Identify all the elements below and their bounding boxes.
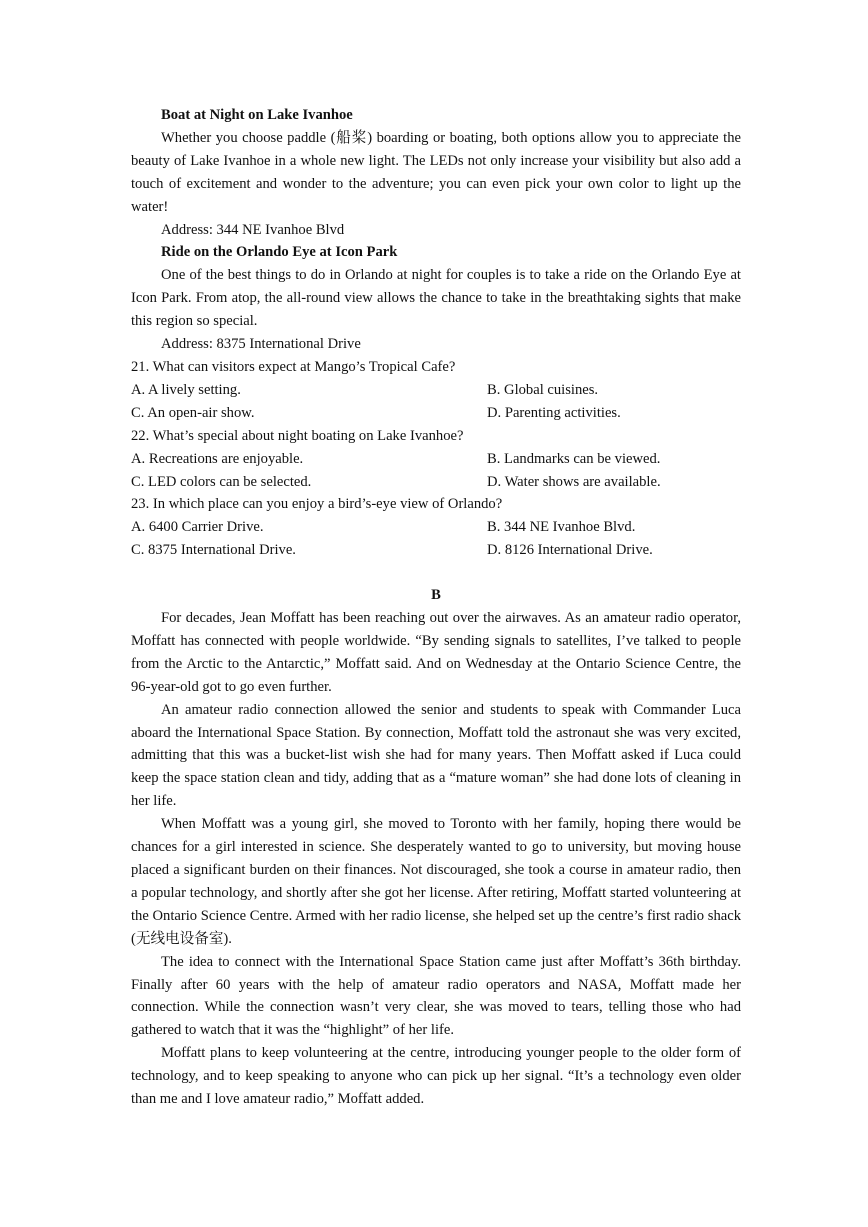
- boat-paragraph: Whether you choose paddle (船桨) boarding or boating, both options allow you to appreciate the beauty of Lake Ivanhoe in a whole new light. The LEDs not only increase your visibility but also add a touch of excitement and wonder to the adventure; you can even pick your own color to light up the water!: [131, 129, 741, 215]
- option-b: B. 344 NE Ivanhoe Blvd.: [487, 519, 636, 536]
- option-row: [131, 539, 741, 562]
- eye-paragraph: One of the best things to do in Orlando at night for couples is to take a ride on the Orlando Eye at Icon Park. From atop, the all-round view allows the chance to take in the breathtaking sights that make this region so special.: [131, 267, 741, 330]
- option-c: C. LED colors can be selected.: [131, 473, 312, 490]
- boat-heading: Boat at Night on Lake Ivanhoe: [161, 107, 353, 123]
- section-b-title: B: [431, 587, 441, 604]
- passage-b-paragraph-1: For decades, Jean Moffatt has been reaching out over the airwaves. As an amateur radio operator, Moffatt has connected with people worldwide. “By sending signals to satellites, I’ve talked to people from the Arctic to the Antarctic,” Moffatt said. And on Wednesday at the Ontario Science Centre, the 96-year-old got to go even further.: [131, 610, 741, 695]
- option-c: C. 8375 International Drive.: [131, 542, 296, 559]
- option-c: C. An open-air show.: [131, 404, 255, 421]
- eye-address: Address: 8375 International Drive: [161, 336, 361, 353]
- boat-address: Address: 344 NE Ivanhoe Blvd: [161, 221, 345, 238]
- question-21: [131, 356, 741, 425]
- passage-b-paragraph-3: When Moffatt was a young girl, she moved to Toronto with her family, hoping there would be chances for a girl interested in science. She desperately wanted to go to university, but moving house placed a significant burden on their finances. Not discouraged, she took a course in amateur radio, then a popular technology, and shortly after she got her license. After retiring, Moffatt started volunteering at the Ontario Science Centre. Armed with her radio license, she helped set up the centre’s first radio shack (无线电设备室).: [131, 816, 741, 947]
- option-b: B. Global cuisines.: [487, 381, 599, 398]
- option-row: [131, 516, 741, 539]
- question-23: [131, 493, 741, 562]
- passage-b-paragraph-4: The idea to connect with the International Space Station came just after Moffatt’s 36th birthday. Finally after 60 years with the help of amateur radio operators and NASA, Moffatt made her connection. While the connection wasn’t very clear, she was moved to tears, telling those who had gathered to watch that it was the “highlight” of her life.: [131, 953, 741, 1039]
- option-row: [131, 379, 741, 402]
- option-d: D. 8126 International Drive.: [487, 542, 653, 559]
- option-d: D. Parenting activities.: [487, 404, 621, 421]
- passage-b-paragraph-5: Moffatt plans to keep volunteering at the centre, introducing younger people to the older form of technology, and to keep speaking to anyone who can pick up her signal. “It’s a technology even older than me and I love amateur radio,” Moffatt added.: [131, 1045, 741, 1108]
- exam-page: [131, 104, 741, 1111]
- option-a: A. A lively setting.: [131, 381, 241, 398]
- option-b: B. Landmarks can be viewed.: [487, 450, 661, 467]
- option-row: [131, 448, 741, 471]
- option-a: A. Recreations are enjoyable.: [131, 450, 304, 467]
- option-row: [131, 471, 741, 494]
- eye-heading: Ride on the Orlando Eye at Icon Park: [161, 244, 398, 261]
- passage-b-paragraph-2: An amateur radio connection allowed the senior and students to speak with Commander Luca aboard the International Space Station. By connection, Moffatt told the astronaut she was very excited, admitting that this was a bucket-list wish she had for many years. Then Moffatt asked if Luca could keep the space station clean and tidy, adding that as a “mature woman” she had done lots of cleaning in her life.: [131, 701, 741, 810]
- option-a: A. 6400 Carrier Drive.: [131, 519, 264, 536]
- question-stem: 23. In which place can you enjoy a bird’s-eye view of Orlando?: [131, 496, 503, 513]
- question-stem: 21. What can visitors expect at Mango’s Tropical Cafe?: [131, 358, 456, 375]
- option-row: [131, 402, 741, 425]
- question-stem: 22. What’s special about night boating on Lake Ivanhoe?: [131, 427, 464, 444]
- option-d: D. Water shows are available.: [487, 473, 661, 490]
- question-22: [131, 425, 741, 494]
